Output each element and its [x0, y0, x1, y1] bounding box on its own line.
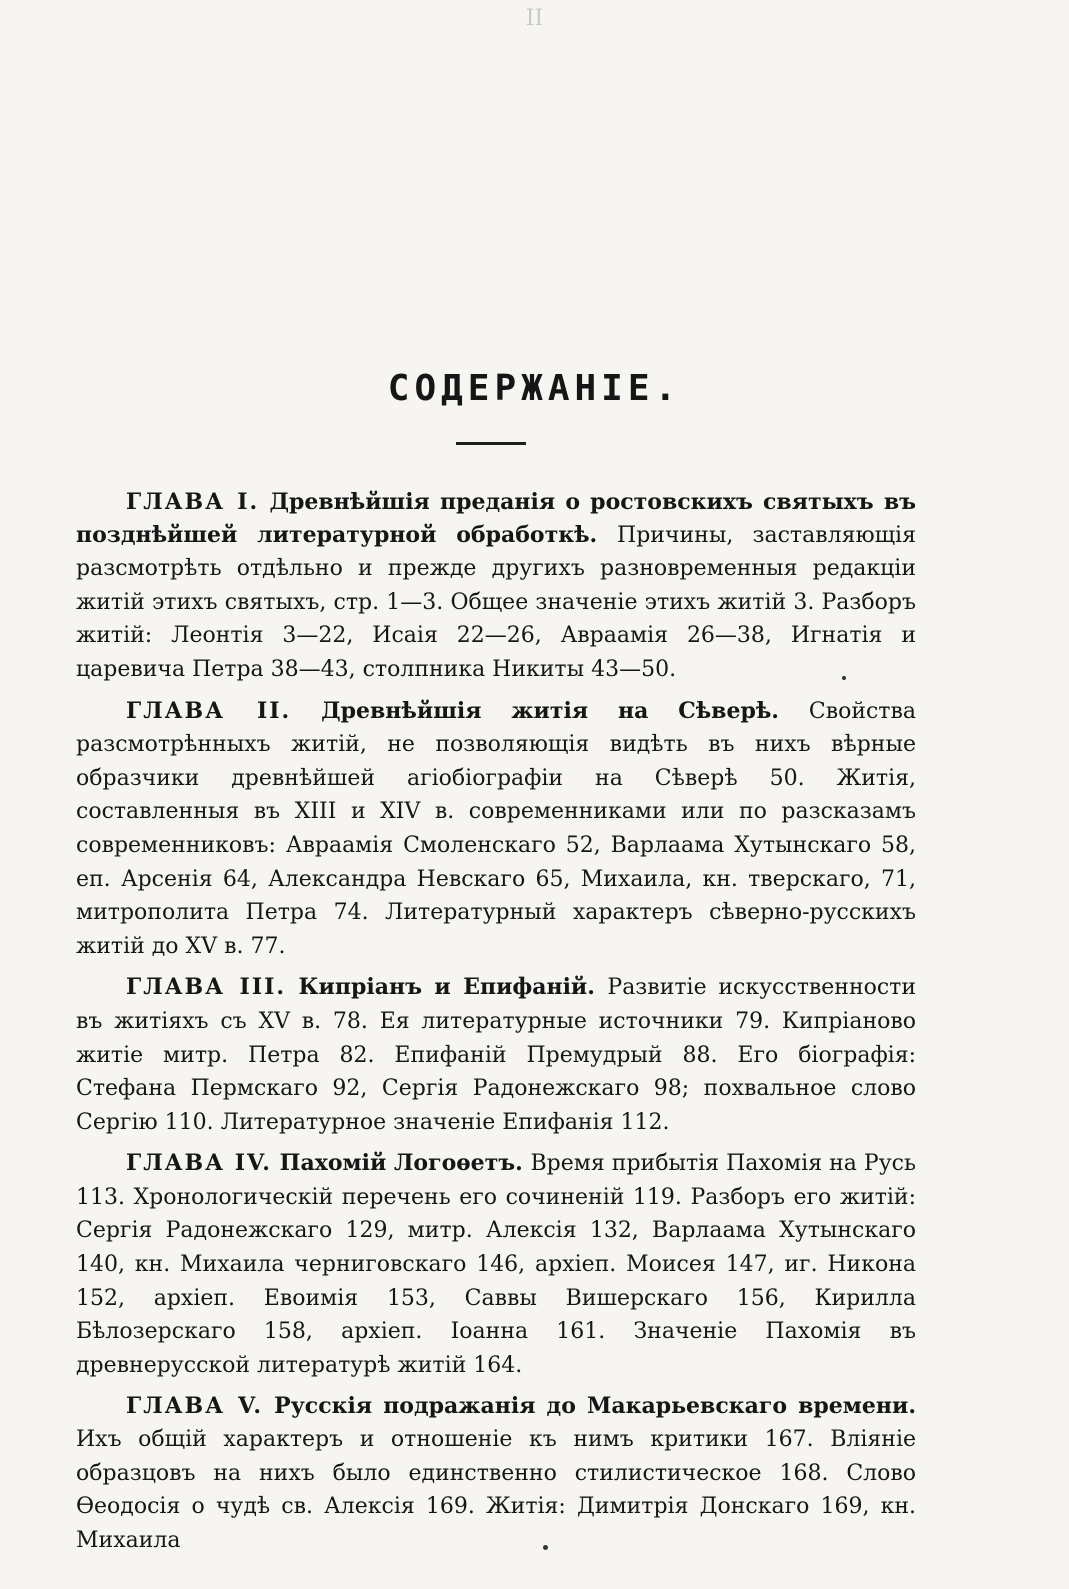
page-number: II [525, 6, 544, 31]
ink-speck [842, 676, 846, 680]
chapter-label: ГЛАВА III. [126, 974, 287, 1001]
chapter-label: ГЛАВА I. [126, 489, 260, 515]
chapter-4-entry [76, 1147, 916, 1382]
chapter-1-entry [76, 486, 916, 687]
chapter-heading: Русскія подражанія до Макарьевскаго времени. [274, 1393, 916, 1420]
chapter-summary: Свойства разсмотрѣнныхъ житій, не позволяющія видѣть въ нихъ вѣрные образчики древнѣйшей агіобіографіи на Сѣверѣ 50. Житія, составленныя въ XIII и XIV в. современниками или по разсказамъ современниковъ: Авраамія Смоленскаго 52, Варлаама Хутынскаго 58, еп. Арсенія 64, Александра Невскаго 65, Михаила, кн. тверскаго, 71, митрополита Петра 74. Литературный характеръ сѣверно-русскихъ житій до XV в. 77. [76, 698, 916, 959]
chapter-label: ГЛАВА V. [126, 1393, 264, 1420]
page-title: СОДЕРЖАНІЕ. [387, 368, 682, 409]
chapter-label: ГЛАВА IV. [126, 1150, 272, 1177]
chapter-summary: Ихъ общій характеръ и отношеніе къ нимъ критики 167. Вліяніе образцовъ на нихъ было единственно стилистическое 168. Слово Ѳеодосія о чудѣ св. Алексія 169. Житія: Димитрія Донскаго 169, кн. Михаила [76, 1427, 916, 1553]
chapter-heading: Древнѣйшія житія на Сѣверѣ. [321, 697, 779, 724]
chapter-label: ГЛАВА II. [126, 697, 292, 724]
chapter-summary: Время прибытія Пахомія на Русь 113. Хронологическій перечень его сочиненій 119. Разборъ его житій: Сергія Радонежскаго 129, митр. Алексія 132, Варлаама Хутынскаго 140, кн. Михаила черниговскаго 146, архіеп. Моисея 147, иг. Никона 152, архіеп. Евоимія 153, Саввы Вишерскаго 156, Кирилла Бѣлозерскаго 158, архіеп. Іоанна 161. Значеніе Пахомія въ древнерусской литературѣ житій 164. [76, 1151, 916, 1378]
chapter-5-entry [76, 1390, 916, 1557]
chapter-heading: Пахомій Логоѳетъ. [279, 1150, 523, 1177]
table-of-contents [76, 486, 916, 1565]
chapter-heading: Кипріанъ и Епифаній. [298, 974, 595, 1001]
chapter-heading: Древнѣйшія преданія о ростовскихъ святыхъ въ позднѣйшей литературной обработкѣ. [76, 489, 916, 548]
ink-speck [543, 1545, 548, 1550]
title-divider [456, 442, 526, 445]
chapter-3-entry [76, 971, 916, 1139]
chapter-2-entry [76, 695, 916, 964]
chapter-summary: Развитіе искусственности въ житіяхъ съ XV в. 78. Ея литературные источники 79. Кипріаново житіе митр. Петра 82. Епифаній Премудрый 88. Его біографія: Стефана Пермскаго 92, Сергія Радонежскаго 98; похвальное слово Сергію 110. Литературное значеніе Епифанія 112. [76, 975, 917, 1135]
chapter-summary: Причины, заставляющія разсмотрѣть отдѣльно и прежде другихъ разновременныя редакціи житій этихъ святыхъ, стр. 1—3. Общее значеніе этихъ житій 3. Разборъ житій: Леонтія 3—22, Исаія 22—26, Авраамія 26—38, Игнатія и царевича Петра 38—43, столпника Никиты 43—50. [76, 522, 916, 682]
